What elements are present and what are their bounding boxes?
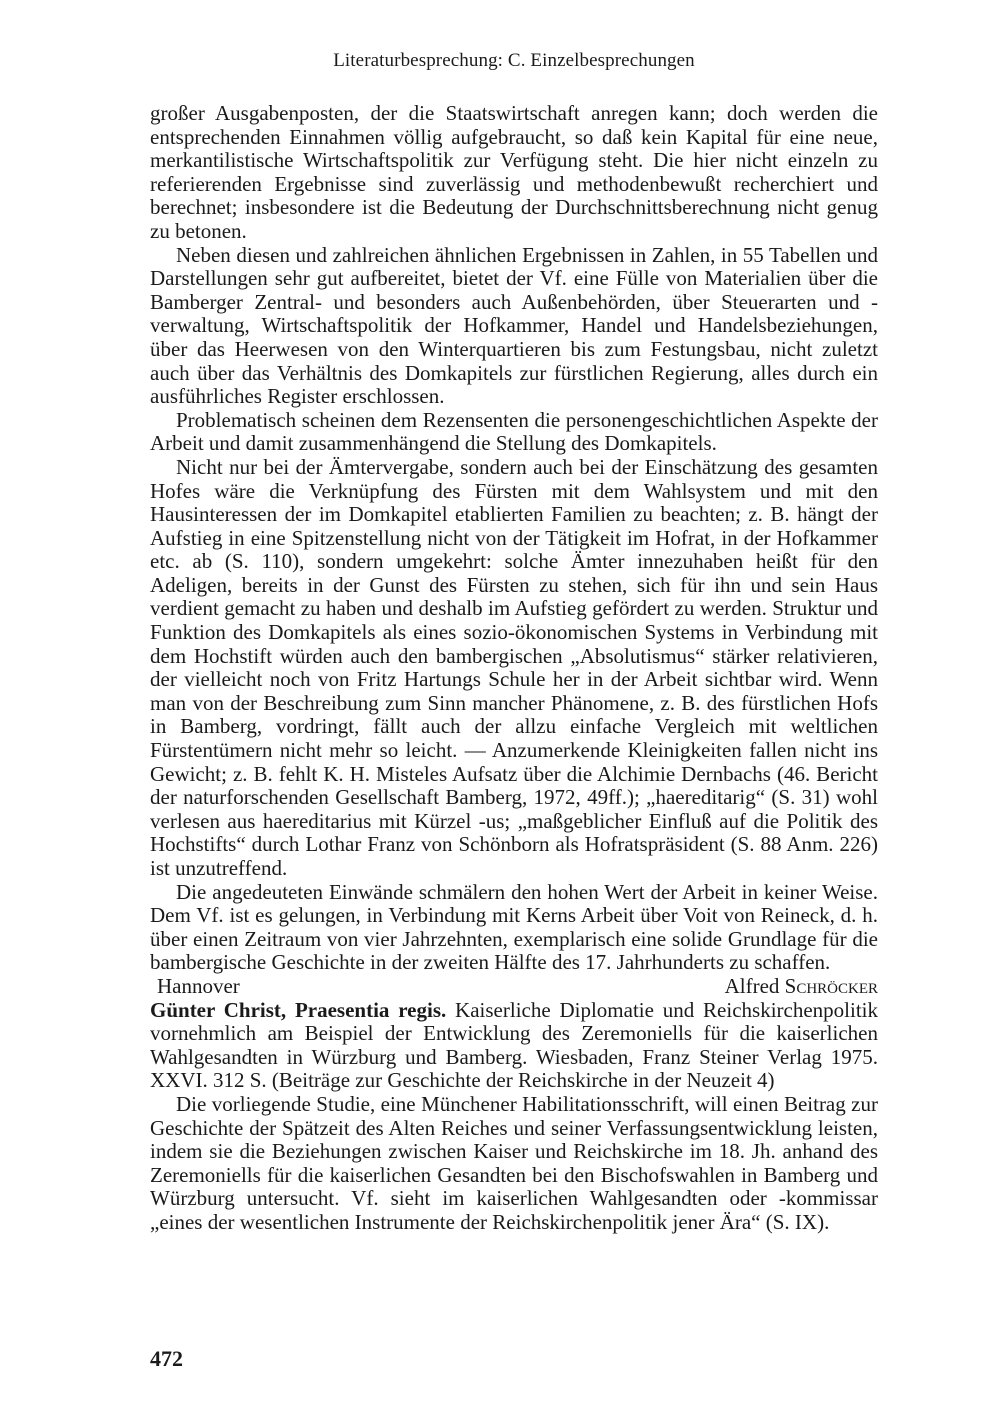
body-text [150,102,878,1235]
paragraph-continuation: großer Ausgabenposten, der die Staatswirtschaft anregen kann; doch werden die entsprechenden Einnahmen völlig aufgebraucht, so daß kein Kapital für eine neue, merkantilistische Wirtschaftspolitik zur Verfügung steht. Die hier nicht einzeln zu referierenden Ergebnisse sind zuverlässig und methodenbewußt recherchiert und berechnet; insbesondere ist die Bedeutung der Durchschnittsberechnung nicht genug zu betonen. [150,101,878,243]
review-heading [150,999,878,1093]
review-signature [150,975,878,999]
running-header: Literaturbesprechung: C. Einzelbesprechungen [333,50,695,71]
reviewer-first-name: Alfred [724,973,780,998]
reviewer-last-name: Schröcker [784,973,878,998]
page-number: 472 [150,1346,183,1371]
paragraph: Nicht nur bei der Ämtervergabe, sondern auch bei der Einschätzung des gesamten Hofes wäre die Verknüpfung des Fürsten mit dem Wahlsystem und mit den Hausinteressen der im Domkapitel etablierten Familien zu beachten; z. B. hängt der Aufstieg in eine Spitzenstellung nicht von der Tätigkeit im Hofrat, in der Hofkammer etc. ab (S. 110), sondern umgekehrt: solche Ämter innezuhaben heißt für den Adeligen, bereits in der Gunst des Fürsten zu stehen, sich für ihn und sein Haus verdient gemacht zu haben und deshalb im Aufstieg gefördert zu werden. Struktur und Funktion des Domkapitels als eines sozio-ökonomischen Systems in Verbindung mit dem Hochstift würden auch den bambergischen „Absolutismus“ stärker relativieren, der vielleicht noch von Fritz Hartungs Schule her in der Arbeit sichtbar wird. Wenn man von der Beschreibung zum Sinn mancher Phänomene, z. B. des fürstlichen Hofs in Bamberg, vordringt, fällt auch der allzu einfache Vergleich mit weltlichen Fürstentümern nicht mehr so leicht. — Anzumerkende Kleinigkeiten fallen nicht ins Gewicht; z. B. fehlt K. H. Misteles Aufsatz über die Alchimie Dernbachs (46. Bericht der naturforschenden Gesellschaft Bamberg, 1972, 49ff.); „haereditarig“ (S. 31) wohl verlesen aus haereditarius mit Kürzel -us; „maßgeblicher Einfluß auf die Politik des Hochstifts“ durch Lothar Franz von Schönborn als Hofratspräsident (S. 88 Anm. 226) ist unzutreffend. [150,454,878,880]
paragraph: Problematisch scheinen dem Rezensenten die personengeschichtlichen Aspekte der Arbeit und damit zusammenhängend die Stellung des Domkapitels. [150,407,878,456]
book-author-title: Günter Christ, Praesentia regis. [150,997,447,1022]
paragraph: Die vorliegende Studie, eine Münchener Habilitationsschrift, will einen Beitrag zur Geschichte der Spätzeit des Alten Reiches und seiner Verfassungsentwicklung leisten, indem sie die Beziehungen zwischen Kaiser und Reichskirche im 18. Jh. anhand des Zeremoniells für die kaiserlichen Gesandten bei den Bischofswahlen in Bamberg und Würzburg untersucht. Vf. sieht im kaiserlichen Wahlgesandten oder -kommissar „eines der wesentlichen Instrumente der Reichskirchenpolitik jener Ära“ (S. IX). [150,1091,878,1234]
reviewer-place: Hannover [157,973,240,998]
paragraph: Neben diesen und zahlreichen ähnlichen Ergebnissen in Zahlen, in 55 Tabellen und Darstellungen sehr gut aufbereitet, bietet der Vf. eine Fülle von Materialien über die Bamberger Zentral- und besonders auch Außenbehörden, über Steuerarten und -verwaltung, Wirtschaftspolitik der Hofkammer, Handel und Handelsbeziehungen, über das Heerwesen von den Winterquartieren bis zum Festungsbau, nicht zuletzt auch über das Verhältnis des Domkapitels zur fürstlichen Regierung, alles durch ein ausführliches Register erschlossen. [150,242,878,409]
paragraph: Die angedeuteten Einwände schmälern den hohen Wert der Arbeit in keiner Weise. Dem Vf. ist es gelungen, in Verbindung mit Kerns Arbeit über Voit von Reineck, d. h. über einen Zeitraum von vier Jahrzehnten, exemplarisch eine solide Grundlage für die bambergische Geschichte in der zweiten Hälfte des 17. Jahrhunderts zu schaffen. [150,879,878,975]
book-details: Kaiserliche Diplomatie und Reichskirchenpolitik vornehmlich am Beispiel der Entwicklung des Zeremoniells für die kaiserlichen Wahlgesandten in Würzburg und Bamberg. Wiesbaden, Franz Steiner Verlag 1975. XXVI. 312 S. (Beiträge zur Geschichte der Reichskirche in der Neuzeit 4) [150,997,878,1093]
reviewer-name [725,975,878,999]
